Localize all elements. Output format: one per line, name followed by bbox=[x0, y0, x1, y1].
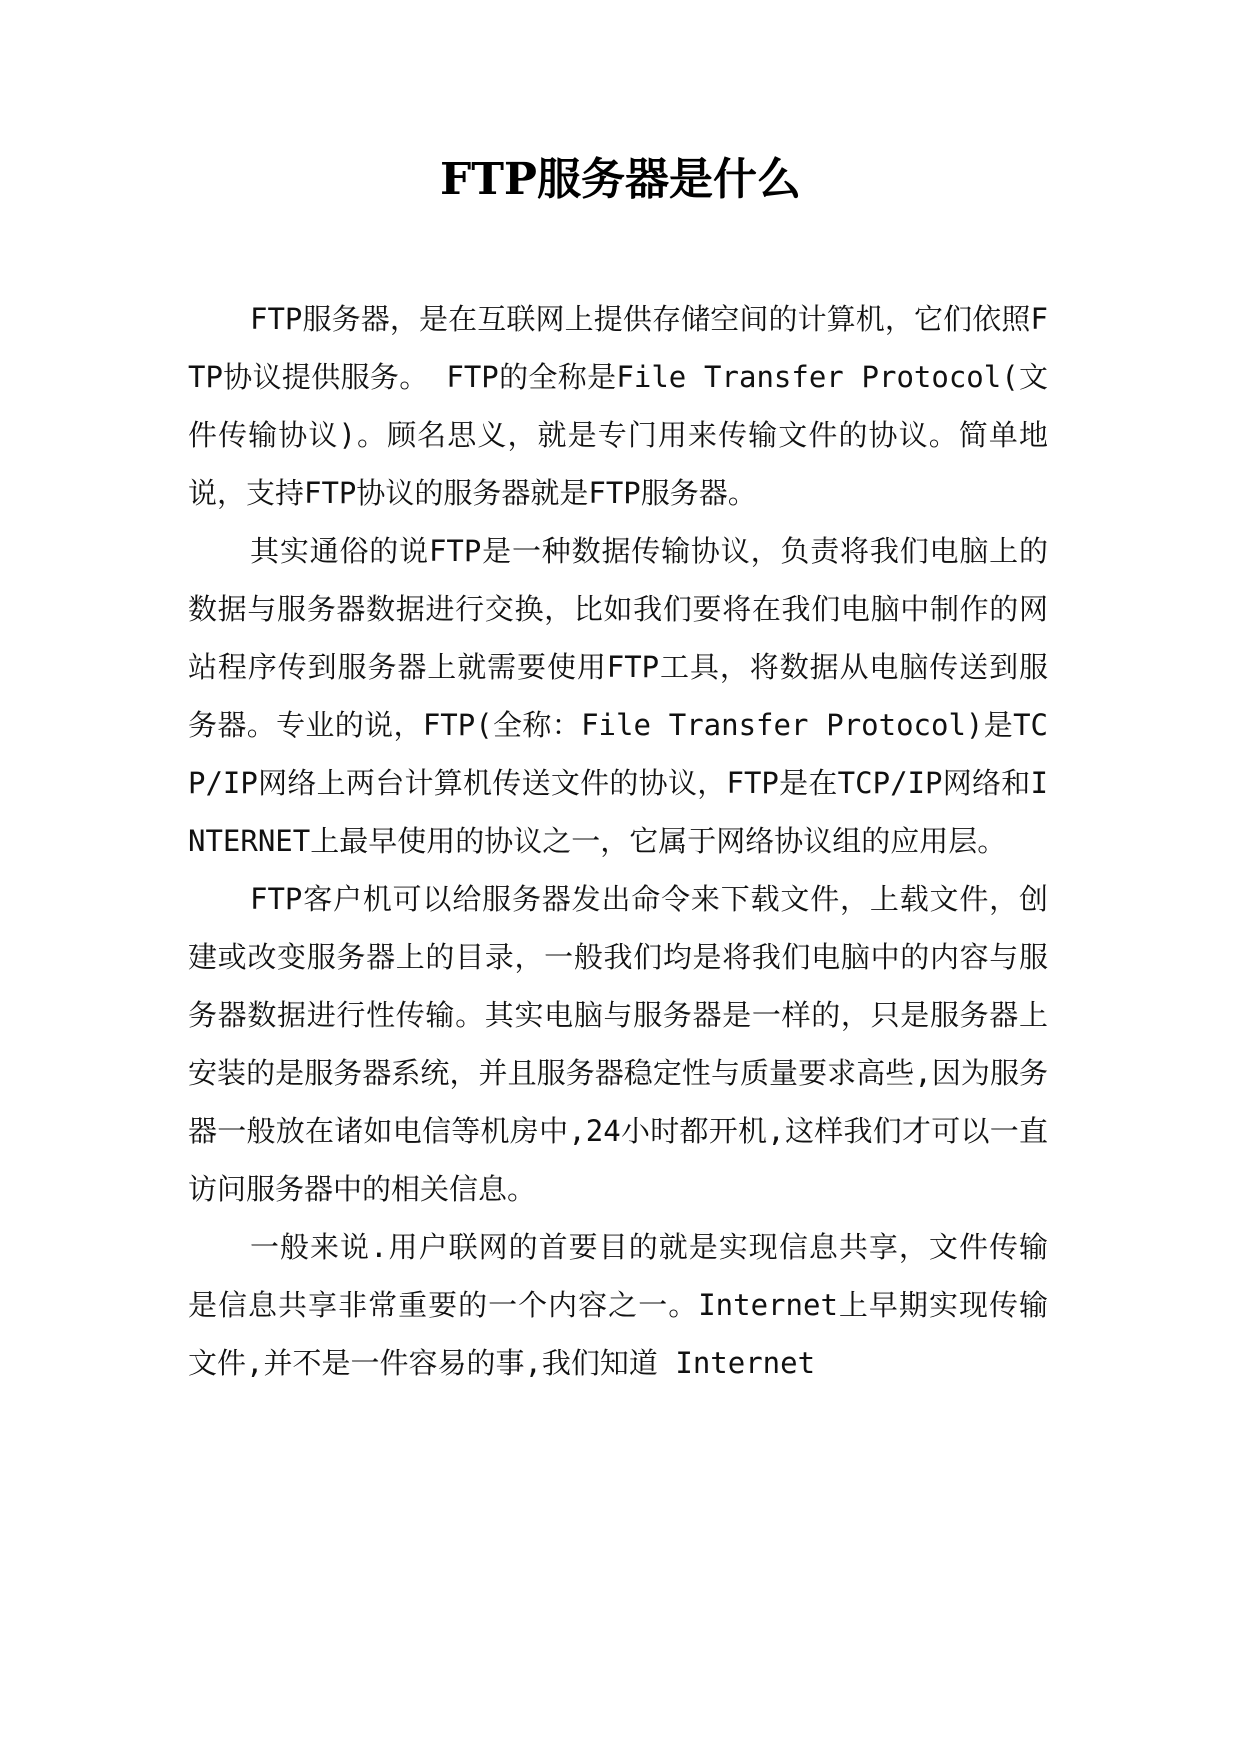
paragraph-3: FTP客户机可以给服务器发出命令来下载文件，上载文件，创建或改变服务器上的目录，一般我们均是将我们电脑中的内容与服务器数据进行性传输。其实电脑与服务器是一样的，只是服务器上安装的是服务器系统，并且服务器稳定性与质量要求高些,因为服务器一般放在诸如电信等机房中,24小时都开机,这样我们才可以一直访问服务器中的相关信息。 bbox=[188, 882, 1048, 1206]
document-body bbox=[188, 290, 1048, 1392]
paragraph-1: FTP服务器，是在互联网上提供存储空间的计算机，它们依照FTP协议提供服务。 FTP的全称是File Transfer Protocol(文件传输协议)。顾名思义，就是专门用来传输文件的协议。简单地说，支持FTP协议的服务器就是FTP服务器。 bbox=[188, 302, 1048, 510]
document-title: FTP服务器是什么 bbox=[439, 154, 802, 205]
paragraph-4: 一般来说.用户联网的首要目的就是实现信息共享，文件传输是信息共享非常重要的一个内容之一。Internet上早期实现传输文件,并不是一件容易的事,我们知道 Internet bbox=[188, 1230, 1048, 1380]
paragraph-2: 其实通俗的说FTP是一种数据传输协议，负责将我们电脑上的数据与服务器数据进行交换，比如我们要将在我们电脑中制作的网站程序传到服务器上就需要使用FTP工具，将数据从电脑传送到服务器。专业的说，FTP(全称：File Transfer Protocol)是TCP/IP网络上两台计算机传送文件的协议，FTP是在TCP/IP网络和INTERNET上最早使用的协议之一，它属于网络协议组的应用层。 bbox=[188, 534, 1048, 858]
